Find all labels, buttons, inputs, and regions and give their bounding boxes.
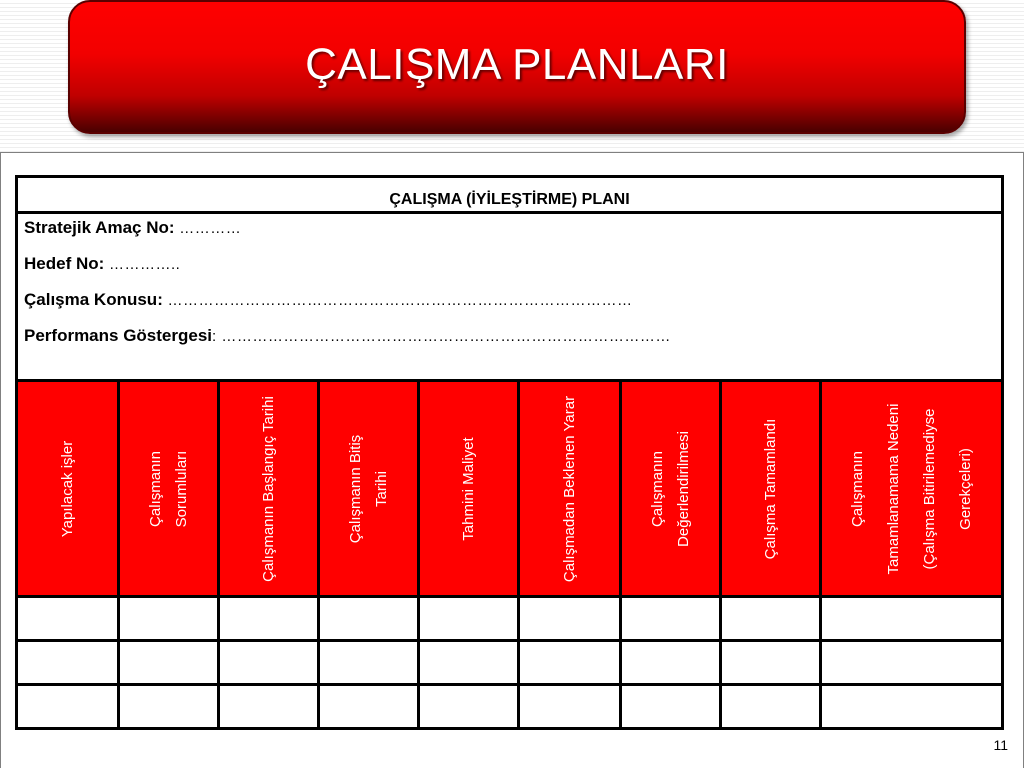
table-cell[interactable]	[219, 641, 319, 685]
column-header	[519, 381, 621, 597]
table-cell[interactable]	[519, 597, 621, 641]
work-topic-line	[24, 290, 995, 311]
title-banner	[68, 0, 966, 134]
table-cell[interactable]	[319, 685, 419, 729]
column-header	[621, 381, 721, 597]
column-header	[219, 381, 319, 597]
table-cell[interactable]	[621, 685, 721, 729]
table-cell[interactable]	[519, 641, 621, 685]
table-cell[interactable]	[821, 641, 1003, 685]
column-header-label: Çalışmanın Tamamlanamama Nedeni (Çalışma Bitirilemediyse Gerekçeleri)	[848, 403, 974, 574]
table-cell[interactable]	[621, 641, 721, 685]
column-header	[721, 381, 821, 597]
column-header	[17, 381, 119, 597]
column-header-row	[17, 381, 1003, 597]
field-label: Çalışma Konusu:	[24, 290, 163, 309]
table-cell[interactable]	[721, 641, 821, 685]
column-header-label: Yapılacak işler	[58, 440, 76, 537]
table-cell[interactable]	[621, 597, 721, 641]
table-cell[interactable]	[319, 597, 419, 641]
table-cell[interactable]	[821, 597, 1003, 641]
table-row	[17, 685, 1003, 729]
table-cell[interactable]	[219, 685, 319, 729]
field-label: Hedef No:	[24, 254, 105, 273]
table-cell[interactable]	[419, 597, 519, 641]
table-row	[17, 641, 1003, 685]
table-cell[interactable]	[319, 641, 419, 685]
field-value: …………..	[104, 256, 181, 273]
table-cell[interactable]	[17, 597, 119, 641]
table-cell[interactable]	[721, 685, 821, 729]
performance-indicator-line	[24, 326, 995, 347]
plan-info-section	[17, 213, 1003, 381]
table-cell[interactable]	[721, 597, 821, 641]
table-cell[interactable]	[419, 685, 519, 729]
table-cell[interactable]	[119, 597, 219, 641]
page-number: 11	[993, 737, 1008, 753]
column-header-label: Çalışmadan Beklenen Yarar	[560, 395, 578, 582]
column-header-label: Çalışmanın Bitiş Tarihi	[346, 434, 390, 543]
column-header	[419, 381, 519, 597]
table-cell[interactable]	[17, 641, 119, 685]
target-line	[24, 254, 995, 275]
column-header-label: Tahmini Maliyet	[459, 436, 477, 541]
plan-heading: ÇALIŞMA (İYİLEŞTİRME) PLANI	[17, 177, 1003, 213]
table-cell[interactable]	[17, 685, 119, 729]
column-header	[119, 381, 219, 597]
table-cell[interactable]	[119, 641, 219, 685]
column-header-label: Çalışma Tamamlandı	[761, 418, 779, 559]
table-cell[interactable]	[219, 597, 319, 641]
strategic-goal-line	[24, 218, 995, 239]
field-label: Performans Göstergesi	[24, 326, 213, 345]
field-value: …………	[174, 220, 242, 237]
work-plan-table	[15, 175, 1004, 730]
table-row	[17, 597, 1003, 641]
column-header-label: Çalışmanın Değerlendirilmesi	[648, 430, 692, 547]
table-cell[interactable]	[419, 641, 519, 685]
column-header	[821, 381, 1003, 597]
slide-title: ÇALIŞMA PLANLARI	[305, 40, 729, 89]
column-header-label: Çalışmanın Sorumluları	[146, 450, 190, 527]
column-header-label: Çalışmanın Başlangıç Tarihi	[259, 395, 277, 582]
table-cell[interactable]	[119, 685, 219, 729]
column-header	[319, 381, 419, 597]
table-cell[interactable]	[821, 685, 1003, 729]
field-value: ………………………………………………………………………………	[162, 292, 633, 309]
field-label: Stratejik Amaç No:	[24, 218, 175, 237]
table-cell[interactable]	[519, 685, 621, 729]
field-value: : ……………………………………………………………………………	[212, 328, 671, 345]
